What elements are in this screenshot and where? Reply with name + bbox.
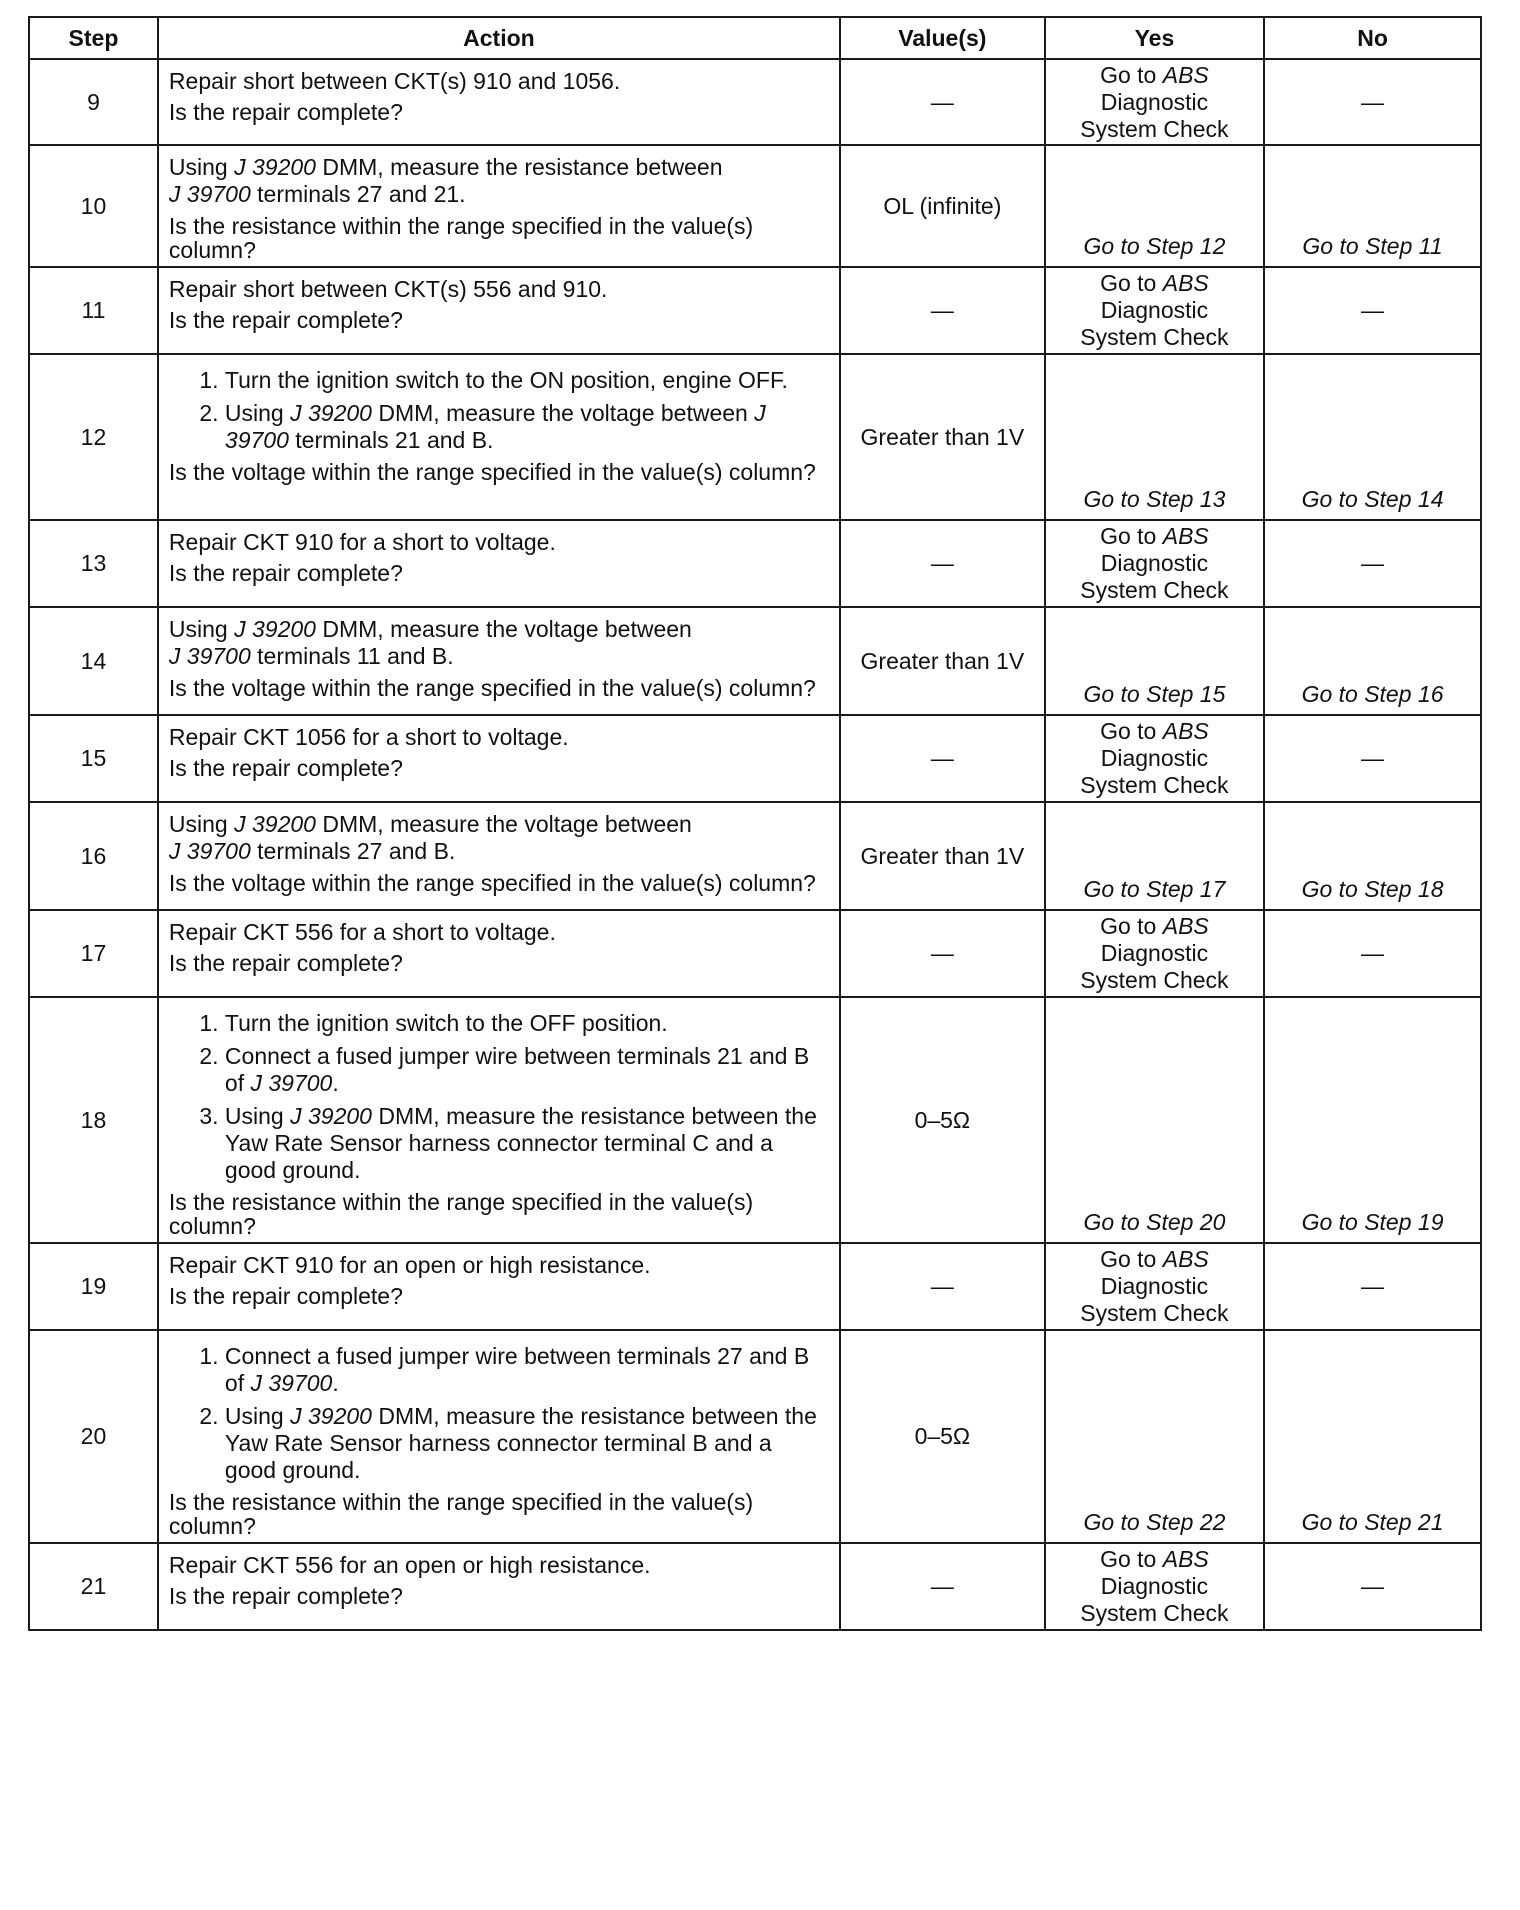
step-number: 18 [29, 997, 158, 1243]
value-cell: — [840, 910, 1045, 997]
action-cell [158, 910, 840, 997]
header-step: Step [29, 17, 158, 59]
question-text: Is the resistance within the range specified in the value(s) column? [168, 1489, 754, 1539]
no-cell: — [1264, 1243, 1481, 1330]
table-row [29, 520, 1481, 607]
action-text: Repair CKT 556 for an open or high resistance. [168, 1552, 651, 1578]
action-list [169, 367, 829, 454]
diagnostic-table [28, 16, 1482, 1631]
table-row [29, 354, 1481, 520]
no-cell: Go to Step 14 [1264, 354, 1481, 520]
no-cell: — [1264, 910, 1481, 997]
action-cell [158, 59, 840, 145]
question-text: Is the repair complete? [168, 99, 403, 125]
yes-cell [1045, 910, 1264, 997]
goto-abs-line: Go to ABS [1100, 1246, 1209, 1272]
goto-abs-line: Go to ABS [1100, 61, 1209, 88]
table-row [29, 267, 1481, 354]
list-item: 2. Using J 39200 DMM, measure the resistance between the Yaw Rate Sensor harness connector terminal B and a good ground. [225, 1403, 829, 1484]
table-row [29, 802, 1481, 910]
question-text: Is the resistance within the range specified in the value(s) column? [168, 1189, 754, 1239]
question-text: Is the repair complete? [168, 950, 403, 976]
action-text: Repair short between CKT(s) 556 and 910. [168, 276, 608, 302]
goto-abs-line: Go to ABS [1100, 270, 1209, 296]
step-number: 9 [29, 59, 158, 145]
yes-cell [1045, 715, 1264, 802]
goto-abs-check: System Check [1080, 115, 1229, 142]
action-list [169, 1010, 829, 1184]
goto-abs-check: System Check [1080, 772, 1229, 798]
question-text: Is the repair complete? [168, 755, 403, 781]
table-row [29, 910, 1481, 997]
question-text: Is the repair complete? [168, 307, 403, 333]
header-values: Value(s) [840, 17, 1045, 59]
list-item: 2. Connect a fused jumper wire between terminals 21 and B of J 39700. [225, 1043, 829, 1097]
yes-cell [1045, 1243, 1264, 1330]
step-number: 14 [29, 607, 158, 715]
yes-cell: Go to Step 22 [1045, 1330, 1264, 1543]
no-cell: — [1264, 1543, 1481, 1630]
goto-abs-line: Go to ABS [1100, 718, 1209, 744]
yes-cell [1045, 520, 1264, 607]
yes-cell: Go to Step 20 [1045, 997, 1264, 1243]
question-text: Is the repair complete? [168, 1583, 403, 1609]
question-text: Is the repair complete? [168, 1283, 403, 1309]
goto-abs-check: System Check [1080, 1300, 1229, 1326]
step-number: 16 [29, 802, 158, 910]
yes-cell [1045, 267, 1264, 354]
action-cell [158, 607, 840, 715]
no-cell: — [1264, 59, 1481, 145]
header-action: Action [158, 17, 840, 59]
no-cell: — [1264, 715, 1481, 802]
value-cell: — [840, 715, 1045, 802]
step-number: 11 [29, 267, 158, 354]
question-text: Is the voltage within the range specified in the value(s) column? [168, 675, 816, 701]
action-text: Repair CKT 910 for an open or high resistance. [168, 1252, 651, 1278]
question-text: Is the repair complete? [168, 560, 403, 586]
header-no: No [1264, 17, 1481, 59]
no-cell: Go to Step 19 [1264, 997, 1481, 1243]
value-cell: Greater than 1V [840, 607, 1045, 715]
value-cell: — [840, 267, 1045, 354]
table-row [29, 997, 1481, 1243]
goto-abs-line: Go to ABS [1100, 1546, 1209, 1572]
value-cell: 0–5Ω [840, 1330, 1045, 1543]
table-row [29, 607, 1481, 715]
action-cell [158, 1543, 840, 1630]
action-text: Repair CKT 910 for a short to voltage. [168, 529, 556, 555]
question-text: Is the resistance within the range specified in the value(s) column? [168, 213, 754, 263]
no-cell: — [1264, 267, 1481, 354]
value-cell: — [840, 1543, 1045, 1630]
no-cell: — [1264, 520, 1481, 607]
value-cell: Greater than 1V [840, 354, 1045, 520]
list-item: 2. Using J 39200 DMM, measure the voltage between J 39700 terminals 21 and B. [225, 400, 829, 454]
step-number: 19 [29, 1243, 158, 1330]
action-text: Using J 39200 DMM, measure the voltage between J 39700 terminals 27 and B. [168, 811, 692, 864]
step-number: 10 [29, 145, 158, 267]
goto-abs-diag: Diagnostic [1100, 745, 1209, 771]
no-cell: Go to Step 16 [1264, 607, 1481, 715]
goto-abs-line: Go to ABS [1100, 523, 1209, 549]
table-row [29, 1243, 1481, 1330]
value-cell: — [840, 1243, 1045, 1330]
goto-abs-diag: Diagnostic [1100, 1273, 1209, 1299]
action-cell [158, 267, 840, 354]
value-cell: 0–5Ω [840, 997, 1045, 1243]
list-item: 1. Turn the ignition switch to the ON position, engine OFF. [225, 367, 829, 394]
table-row [29, 715, 1481, 802]
yes-cell: Go to Step 17 [1045, 802, 1264, 910]
goto-abs-check: System Check [1080, 1600, 1229, 1626]
action-text: Using J 39200 DMM, measure the voltage between J 39700 terminals 11 and B. [168, 616, 692, 669]
action-text: Repair short between CKT(s) 910 and 1056. [168, 68, 621, 94]
action-cell [158, 1243, 840, 1330]
step-number: 12 [29, 354, 158, 520]
action-text: Using J 39200 DMM, measure the resistance between J 39700 terminals 27 and 21. [168, 154, 723, 207]
goto-abs-diag: Diagnostic [1100, 550, 1209, 576]
action-cell [158, 520, 840, 607]
step-number: 17 [29, 910, 158, 997]
list-item: 3. Using J 39200 DMM, measure the resistance between the Yaw Rate Sensor harness connector terminal C and a good ground. [225, 1103, 829, 1184]
goto-abs-check: System Check [1080, 967, 1229, 993]
yes-cell: Go to Step 15 [1045, 607, 1264, 715]
no-cell: Go to Step 21 [1264, 1330, 1481, 1543]
table-row [29, 145, 1481, 267]
no-cell: Go to Step 18 [1264, 802, 1481, 910]
step-number: 15 [29, 715, 158, 802]
value-cell: OL (infinite) [840, 145, 1045, 267]
list-item: 1. Connect a fused jumper wire between terminals 27 and B of J 39700. [225, 1343, 829, 1397]
value-cell: Greater than 1V [840, 802, 1045, 910]
action-cell [158, 997, 840, 1243]
goto-abs-check: System Check [1080, 324, 1229, 350]
header-yes: Yes [1045, 17, 1264, 59]
step-number: 21 [29, 1543, 158, 1630]
value-cell: — [840, 520, 1045, 607]
yes-cell [1045, 59, 1264, 145]
action-cell [158, 802, 840, 910]
action-text: Repair CKT 556 for a short to voltage. [168, 919, 556, 945]
goto-abs-line: Go to ABS [1100, 913, 1209, 939]
action-cell [158, 1330, 840, 1543]
action-cell [158, 354, 840, 520]
action-cell [158, 145, 840, 267]
table-row [29, 1330, 1481, 1543]
goto-abs-diag: Diagnostic [1100, 940, 1209, 966]
no-cell: Go to Step 11 [1264, 145, 1481, 267]
question-text: Is the voltage within the range specified in the value(s) column? [168, 459, 816, 485]
step-number: 20 [29, 1330, 158, 1543]
list-item: 1. Turn the ignition switch to the OFF position. [225, 1010, 829, 1037]
goto-abs-diag: Diagnostic [1100, 88, 1209, 115]
value-cell: — [840, 59, 1045, 145]
goto-abs-diag: Diagnostic [1100, 297, 1209, 323]
goto-abs-diag: Diagnostic [1100, 1573, 1209, 1599]
question-text: Is the voltage within the range specified in the value(s) column? [168, 870, 816, 896]
step-number: 13 [29, 520, 158, 607]
action-cell [158, 715, 840, 802]
action-list [169, 1343, 829, 1484]
action-text: Repair CKT 1056 for a short to voltage. [168, 724, 569, 750]
yes-cell [1045, 1543, 1264, 1630]
yes-cell: Go to Step 12 [1045, 145, 1264, 267]
goto-abs-check: System Check [1080, 577, 1229, 603]
header-row [29, 17, 1481, 59]
yes-cell: Go to Step 13 [1045, 354, 1264, 520]
table-row [29, 1543, 1481, 1630]
table-row [29, 59, 1481, 145]
